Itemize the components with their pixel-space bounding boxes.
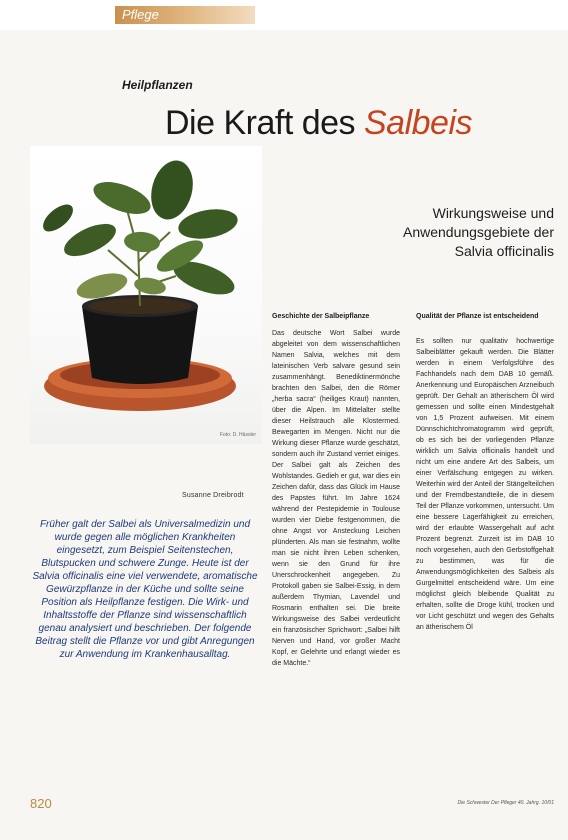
sage-plant-photo <box>30 146 262 444</box>
title-prefix: Die Kraft des <box>165 104 356 142</box>
article-title <box>165 104 472 143</box>
article-subtitle: Wirkungsweise und Anwendungsgebiete der Salvia officinalis <box>402 205 554 259</box>
article-kicker: Heilpflanzen <box>122 78 193 92</box>
author-name: Susanne Dreibrodt <box>182 492 244 499</box>
header-band <box>0 0 568 30</box>
column2-heading: Qualität der Pflanze ist entscheidend <box>416 313 539 320</box>
journal-footer: Die Schwester Der Pfleger 40. Jahrg. 10/01 <box>457 800 554 806</box>
section-label: Pflege <box>122 7 159 22</box>
column2-body: Es sollten nur qualitativ hochwertige Salbeiblätter gekauft werden. Die Blätter werden in einem Verfolgsführe des Fachhandels nach dem DAB 10 gemäß. Anerkennung und Europäischen Arzneibuch geprüft. Der Gehalt an ätherischem Öl wird gemessen und sollte einen Mindestgehalt von 1,5 Prozent aufweisen. Mit einem Dünnschichtchromatogramm wird geprüft, ob es sich bei der vorliegenden Pflanze wirklich um Salvia officinalis handelt und nicht um eine andere Art des Salbeis, um einer Verfälschung entgegen zu wirken. Weiterhin wird der Anteil der Stängelteilchen und der Fremdbestandteile, die in diesem Teil der Pflanze vorkommen, untersucht. Um eine bessere Lagerfähigkeit zu erreichen, wird der erlaubte Wassergehalt auf acht Prozent begrenzt. Zurzeit ist im DAB 10 noch vorgesehen, auch den Gerbstoffgehalt zu bestimmen, was für die Anwendungsmöglichkeiten des Salbeis als Gurgelmittel entscheidend wäre. Um eine möglichst gleich bleibende Qualität zu erhalten, sollte die Droge kühl, trocken und vor Licht geschützt und wegen des Gehalts an ätherischem Öl <box>416 338 554 631</box>
photo-credit: Foto: D. Hässler <box>219 432 256 438</box>
column1-body: Das deutsche Wort Salbei wurde abgeleitet von dem wissenschaftlichen Namen Salvia, welches mit dem lateinischen Verb salvare gesund sein zusammenhängt. Benediktinermönche brachten den Salbei, den die Römer „herba sacra“ (heiliges Kraut) nannten, über die Alpen. Im Mittelalter stellte dieser Heilstrauch alle Klostermed. Bewegarten im Mengen. Nicht nur die Wirkung dieser Pflanze wurde geschätzt, sondern auch ihr Zustand verriet einiges. Der Salbei galt als Zeichen des Wohlstandes. Gedieh er gut, war dies ein Zeichen dafür, dass das Glück im Hause des Papstes führt. Im Jahre 1624 während der Pestepidemie in Toulouse wurden vier Diebe festgenommen, die ohne Angst vor Ansteckung Leichen plünderten. Als man sie festnahm, wollte man sie nicht ihren Leben schenken, wenn sie den Grund für ihre Unerschrockenheit angegeben. Zu Protokoll gaben sie Salbei-Essig, in dem außerdem Thymian, Lavendel und Rosmarin enthalten sei. Die breite Wirkungsweise des Salbei verdeutlicht ein französischer Sprichwort: „Salbei hilft Nerven und Hand, vor großer Macht Kopf, er Gelehrte und erlangt wieder es die Mächte.“ <box>272 330 400 667</box>
sage-plant-illustration <box>30 146 262 444</box>
column1-heading: Geschichte der Salbeipflanze <box>272 313 370 320</box>
page-number: 820 <box>30 796 52 811</box>
article-intro: Früher galt der Salbei als Universalmedizin und wurde gegen alle möglichen Krankheiten eingesetzt, zum Beispiel Seitenstechen, Blutspucken und schwere Zunge. Heute ist der Salvia officinalis eine viel verwendete, aromatische Gewürzpflanze in der Küche und sollte seine Position als Heilpflanze festigen. Die Wirk- und Inhaltsstoffe der Pflanze sind wissenschaftlich genau analysiert und beschrieben. Der folgende Beitrag stellt die Pflanze vor und gibt Anregungen zur Anwendung im Krankenhausalltag. <box>32 519 258 660</box>
title-accent: Salbeis <box>363 104 472 142</box>
